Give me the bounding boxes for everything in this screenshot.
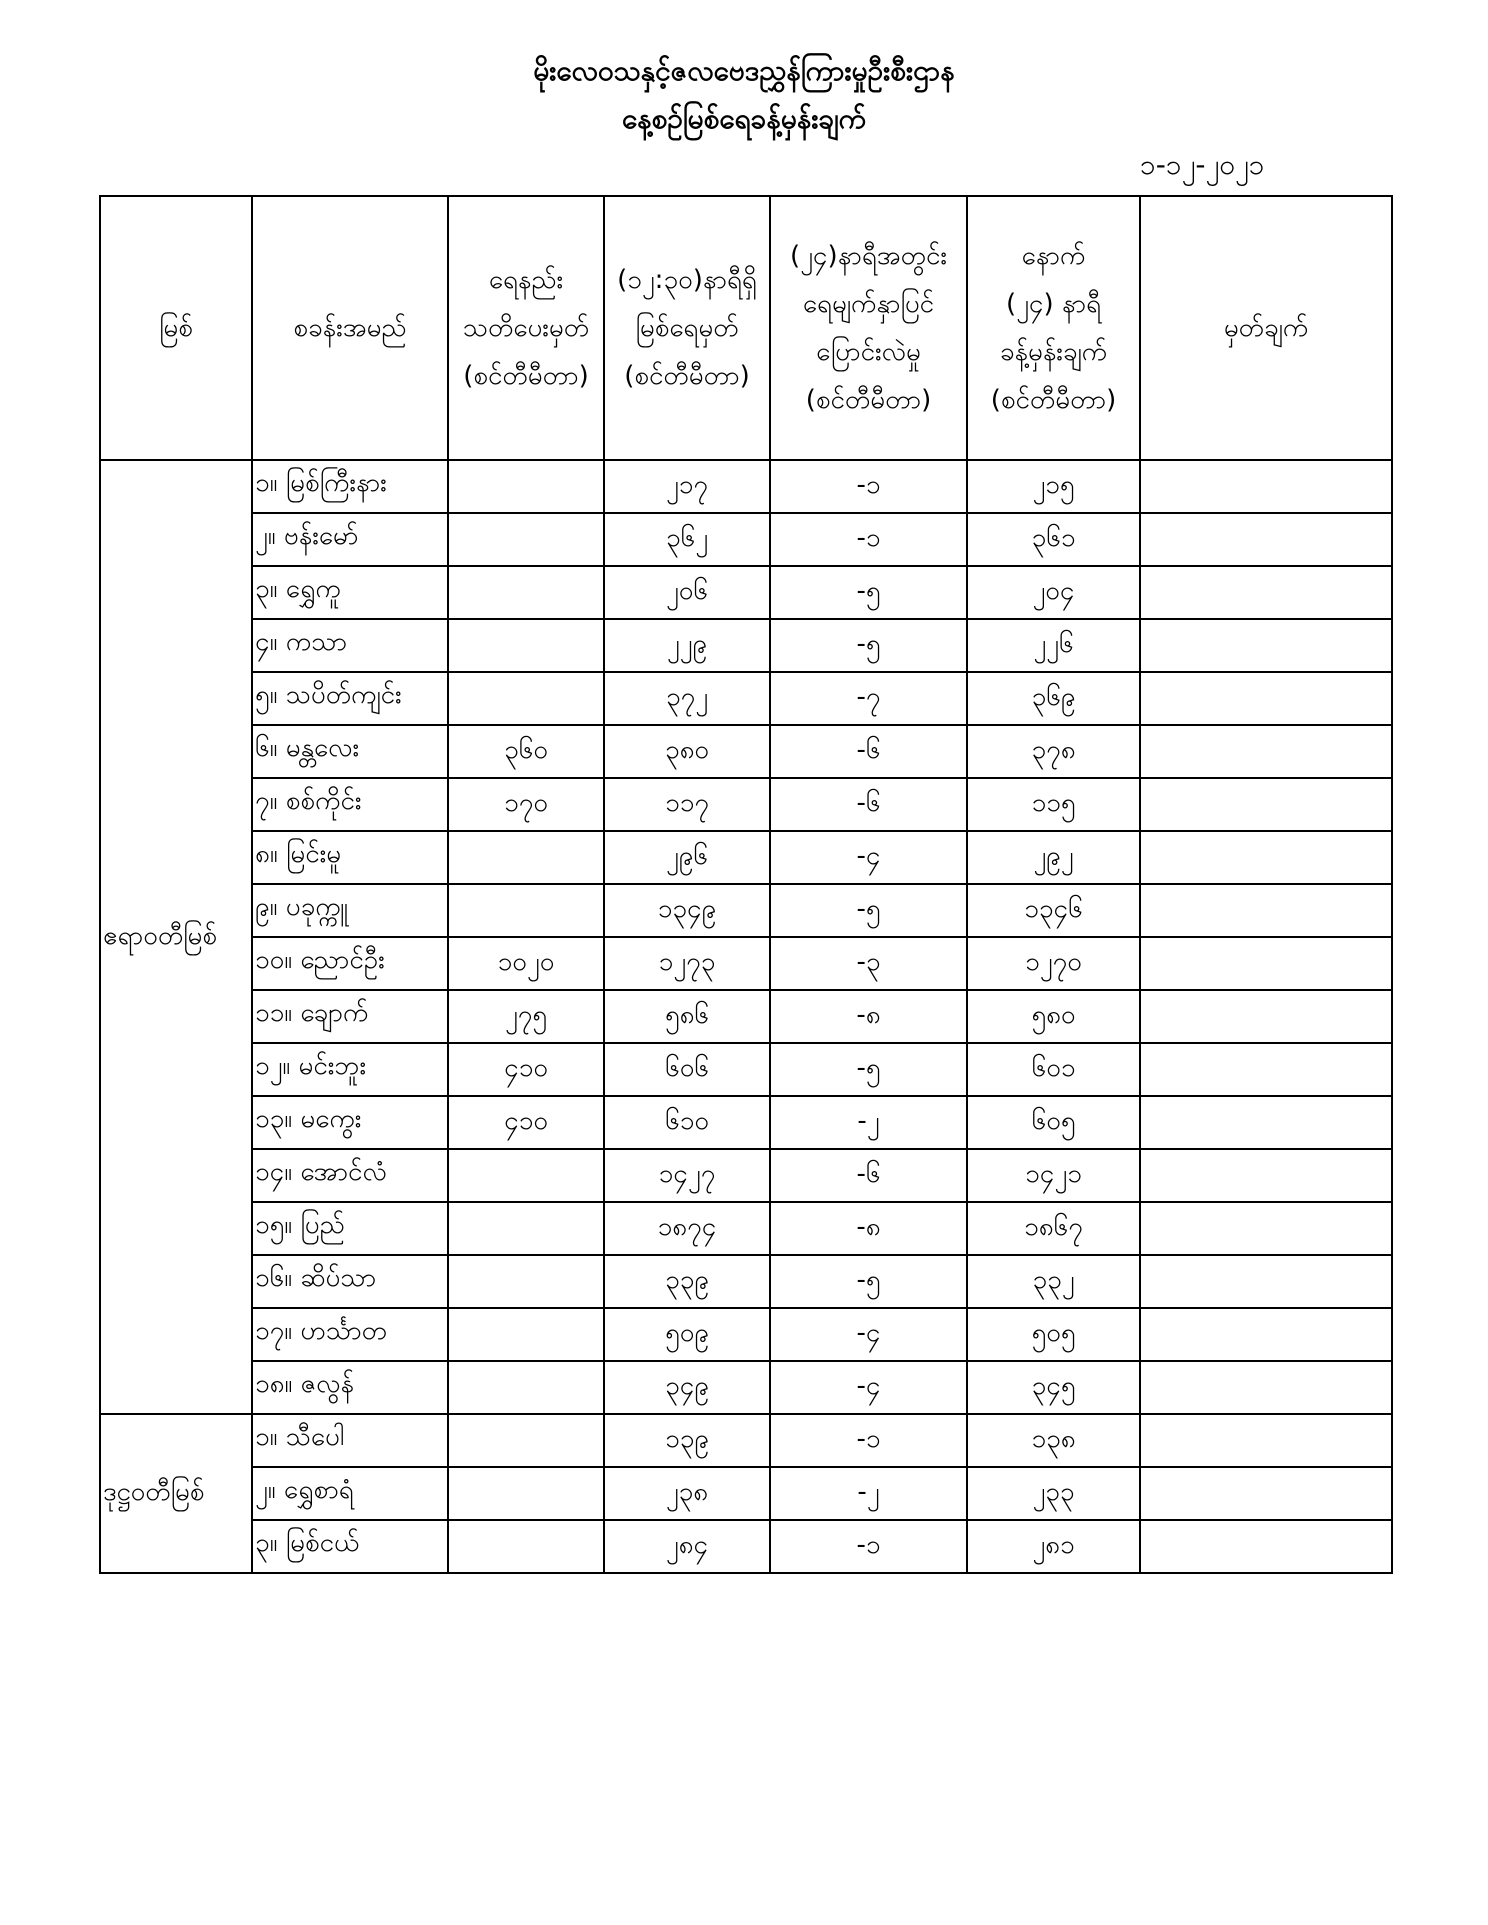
cell-remark — [1140, 1043, 1392, 1096]
cell-forecast: ၂၀၄ — [967, 566, 1140, 619]
cell-forecast: ၁၂၇၀ — [967, 937, 1140, 990]
cell-station: ၁၇။ ဟင်္သာတ — [252, 1308, 448, 1361]
cell-danger — [448, 884, 604, 937]
table-row — [100, 1361, 1392, 1414]
table-row — [100, 884, 1392, 937]
cell-danger — [448, 1520, 604, 1573]
table-row — [100, 1149, 1392, 1202]
cell-remark — [1140, 1308, 1392, 1361]
header-line: (စင်တီမီတာ) — [990, 385, 1117, 415]
cell-station: ၁။ မြစ်ကြီးနား — [252, 460, 448, 513]
cell-remark — [1140, 831, 1392, 884]
cell-forecast: ၅၀၅ — [967, 1308, 1140, 1361]
cell-remark — [1140, 884, 1392, 937]
cell-change: -၄ — [770, 831, 967, 884]
cell-remark — [1140, 513, 1392, 566]
header-line: မြစ်ရေမှတ် — [635, 313, 739, 343]
cell-remark — [1140, 1414, 1392, 1467]
cell-remark — [1140, 1467, 1392, 1520]
table-row — [100, 1202, 1392, 1255]
table-row — [100, 1467, 1392, 1520]
cell-danger — [448, 566, 604, 619]
cell-change: -၆ — [770, 1149, 967, 1202]
cell-station: ၁၃။ မကွေး — [252, 1096, 448, 1149]
cell-station: ၃။ ရွှေကူ — [252, 566, 448, 619]
table-row — [100, 778, 1392, 831]
header-line: ပြောင်းလဲမှု — [816, 337, 921, 367]
cell-remark — [1140, 937, 1392, 990]
table-row — [100, 1520, 1392, 1573]
cell-danger: ၁၀၂၀ — [448, 937, 604, 990]
cell-station: ၇။ စစ်ကိုင်း — [252, 778, 448, 831]
cell-remark — [1140, 1520, 1392, 1573]
forecast-table — [99, 195, 1393, 1574]
cell-level: ၂၈၄ — [604, 1520, 770, 1573]
header-line: (၁၂:၃၀)နာရီရှိ — [617, 265, 757, 295]
cell-danger: ၂၇၅ — [448, 990, 604, 1043]
header-danger-level — [448, 196, 604, 460]
cell-change: -၁ — [770, 513, 967, 566]
cell-station: ၄။ ကသာ — [252, 619, 448, 672]
report-date: ၁-၁၂-၂၀၂၁ — [1140, 148, 1265, 181]
table-row — [100, 937, 1392, 990]
cell-level: ၂၁၇ — [604, 460, 770, 513]
cell-forecast: ၃၇၈ — [967, 725, 1140, 778]
cell-change: -၅ — [770, 884, 967, 937]
cell-level: ၂၃၈ — [604, 1467, 770, 1520]
cell-level: ၁၂၇၃ — [604, 937, 770, 990]
cell-station: ၅။ သပိတ်ကျင်း — [252, 672, 448, 725]
header-line: နောက် — [1021, 241, 1086, 271]
cell-change: -၄ — [770, 1361, 967, 1414]
cell-danger — [448, 1202, 604, 1255]
cell-station: ၈။ မြင်းမူ — [252, 831, 448, 884]
cell-danger — [448, 1308, 604, 1361]
cell-danger — [448, 1361, 604, 1414]
cell-danger — [448, 831, 604, 884]
cell-remark — [1140, 778, 1392, 831]
header-river: မြစ် — [100, 196, 252, 460]
table-row — [100, 672, 1392, 725]
cell-level: ၃၃၉ — [604, 1255, 770, 1308]
cell-change: -၂ — [770, 1096, 967, 1149]
cell-station: ၆။ မန္တလေး — [252, 725, 448, 778]
table-row — [100, 1043, 1392, 1096]
cell-remark — [1140, 725, 1392, 778]
cell-remark — [1140, 619, 1392, 672]
cell-danger — [448, 1414, 604, 1467]
cell-change: -၂ — [770, 1467, 967, 1520]
cell-remark — [1140, 566, 1392, 619]
table-row — [100, 831, 1392, 884]
cell-station: ၁၁။ ချောက် — [252, 990, 448, 1043]
cell-station: ၃။ မြစ်ငယ် — [252, 1520, 448, 1573]
header-forecast — [967, 196, 1140, 460]
cell-level: ၂၂၉ — [604, 619, 770, 672]
cell-change: -၃ — [770, 937, 967, 990]
cell-level: ၃၆၂ — [604, 513, 770, 566]
river-group-name: ဒုဋ္ဌဝတီမြစ် — [100, 1414, 252, 1573]
header-station: စခန်းအမည် — [252, 196, 448, 460]
cell-level: ၁၃၉ — [604, 1414, 770, 1467]
cell-change: -၁ — [770, 1414, 967, 1467]
cell-level: ၅၀၉ — [604, 1308, 770, 1361]
cell-station: ၁၅။ ပြည် — [252, 1202, 448, 1255]
cell-station: ၁။ သီပေါ — [252, 1414, 448, 1467]
cell-change: -၁ — [770, 1520, 967, 1573]
cell-level: ၁၁၇ — [604, 778, 770, 831]
cell-danger — [448, 1467, 604, 1520]
cell-forecast: ၃၆၁ — [967, 513, 1140, 566]
cell-change: -၆ — [770, 725, 967, 778]
header-change — [770, 196, 967, 460]
cell-forecast: ၃၄၅ — [967, 1361, 1140, 1414]
cell-forecast: ၆၀၅ — [967, 1096, 1140, 1149]
cell-change: -၄ — [770, 1308, 967, 1361]
cell-danger — [448, 460, 604, 513]
cell-station: ၂။ ဗန်းမော် — [252, 513, 448, 566]
cell-level: ၃၈၀ — [604, 725, 770, 778]
cell-danger — [448, 1149, 604, 1202]
header-remark: မှတ်ချက် — [1140, 196, 1392, 460]
cell-forecast: ၂၁၅ — [967, 460, 1140, 513]
cell-level: ၆၀၆ — [604, 1043, 770, 1096]
table-row — [100, 1096, 1392, 1149]
cell-danger — [448, 513, 604, 566]
header-line: ခန့်မှန်းချက် — [999, 337, 1108, 367]
cell-danger: ၁၇၀ — [448, 778, 604, 831]
cell-forecast: ၁၄၂၁ — [967, 1149, 1140, 1202]
cell-level: ၁၃၄၉ — [604, 884, 770, 937]
page-title: မိုးလေဝသနှင့်ဇလဗေဒညွှန်ကြားမှုဦးစီးဌာန — [533, 54, 955, 87]
header-line: (စင်တီမီတာ) — [624, 361, 750, 391]
cell-forecast: ၁၃၄၆ — [967, 884, 1140, 937]
table-row — [100, 566, 1392, 619]
cell-forecast: ၁၁၅ — [967, 778, 1140, 831]
header-line: (၂၄) နာရီ — [1005, 289, 1102, 319]
cell-forecast: ၃၆၉ — [967, 672, 1140, 725]
header-line: (၂၄)နာရီအတွင်း — [790, 241, 947, 271]
cell-forecast: ၁၈၆၇ — [967, 1202, 1140, 1255]
cell-level: ၂၉၆ — [604, 831, 770, 884]
table-row — [100, 725, 1392, 778]
cell-change: -၅ — [770, 566, 967, 619]
cell-change: -၅ — [770, 1043, 967, 1096]
header-line: (စင်တီမီတာ) — [463, 361, 589, 391]
cell-remark — [1140, 990, 1392, 1043]
cell-danger: ၄၁၀ — [448, 1043, 604, 1096]
cell-remark — [1140, 1255, 1392, 1308]
cell-change: -၆ — [770, 778, 967, 831]
header-line: (စင်တီမီတာ) — [805, 385, 932, 415]
cell-level: ၆၁၀ — [604, 1096, 770, 1149]
cell-station: ၁၈။ ဇလွန် — [252, 1361, 448, 1414]
cell-danger — [448, 619, 604, 672]
table-row — [100, 1308, 1392, 1361]
cell-change: -၇ — [770, 672, 967, 725]
cell-station: ၂။ ရွှေစာရံ — [252, 1467, 448, 1520]
cell-change: -၈ — [770, 990, 967, 1043]
cell-forecast: ၆၀၁ — [967, 1043, 1140, 1096]
cell-danger: ၄၁၀ — [448, 1096, 604, 1149]
cell-forecast: ၅၈၀ — [967, 990, 1140, 1043]
cell-danger — [448, 672, 604, 725]
cell-forecast: ၂၈၁ — [967, 1520, 1140, 1573]
cell-remark — [1140, 1202, 1392, 1255]
cell-forecast: ၂၃၃ — [967, 1467, 1140, 1520]
cell-station: ၁၄။ အောင်လံ — [252, 1149, 448, 1202]
cell-station: ၁၆။ ဆိပ်သာ — [252, 1255, 448, 1308]
cell-forecast: ၃၃၂ — [967, 1255, 1140, 1308]
header-water-level — [604, 196, 770, 460]
table-row — [100, 1414, 1392, 1467]
cell-forecast: ၁၃၈ — [967, 1414, 1140, 1467]
cell-remark — [1140, 1149, 1392, 1202]
cell-danger: ၃၆၀ — [448, 725, 604, 778]
table-row — [100, 460, 1392, 513]
header-row — [100, 196, 1392, 460]
table-row — [100, 513, 1392, 566]
cell-remark — [1140, 672, 1392, 725]
header-line: ရေနည်း — [488, 265, 564, 295]
cell-forecast: ၂၂၆ — [967, 619, 1140, 672]
cell-change: -၈ — [770, 1202, 967, 1255]
header-line: သတိပေးမှတ် — [462, 313, 590, 343]
table-row — [100, 1255, 1392, 1308]
header-line: ရေမျက်နှာပြင် — [802, 289, 935, 319]
cell-level: ၃၇၂ — [604, 672, 770, 725]
cell-forecast: ၂၉၂ — [967, 831, 1140, 884]
cell-change: -၅ — [770, 1255, 967, 1308]
cell-level: ၅၈၆ — [604, 990, 770, 1043]
table-row — [100, 619, 1392, 672]
cell-level: ၃၄၉ — [604, 1361, 770, 1414]
cell-remark — [1140, 1361, 1392, 1414]
cell-danger — [448, 1255, 604, 1308]
cell-remark — [1140, 1096, 1392, 1149]
cell-change: -၅ — [770, 619, 967, 672]
table-row — [100, 990, 1392, 1043]
cell-station: ၁၂။ မင်းဘူး — [252, 1043, 448, 1096]
cell-remark — [1140, 460, 1392, 513]
cell-station: ၁၀။ ညောင်ဦး — [252, 937, 448, 990]
cell-level: ၂၀၆ — [604, 566, 770, 619]
page-subtitle: နေ့စဉ်မြစ်ရေခန့်မှန်းချက် — [621, 102, 867, 135]
cell-level: ၁၄၂၇ — [604, 1149, 770, 1202]
cell-station: ၉။ ပခုက္ကူ — [252, 884, 448, 937]
cell-change: -၁ — [770, 460, 967, 513]
cell-level: ၁၈၇၄ — [604, 1202, 770, 1255]
river-group-name: ဧရာဝတီမြစ် — [100, 460, 252, 1414]
